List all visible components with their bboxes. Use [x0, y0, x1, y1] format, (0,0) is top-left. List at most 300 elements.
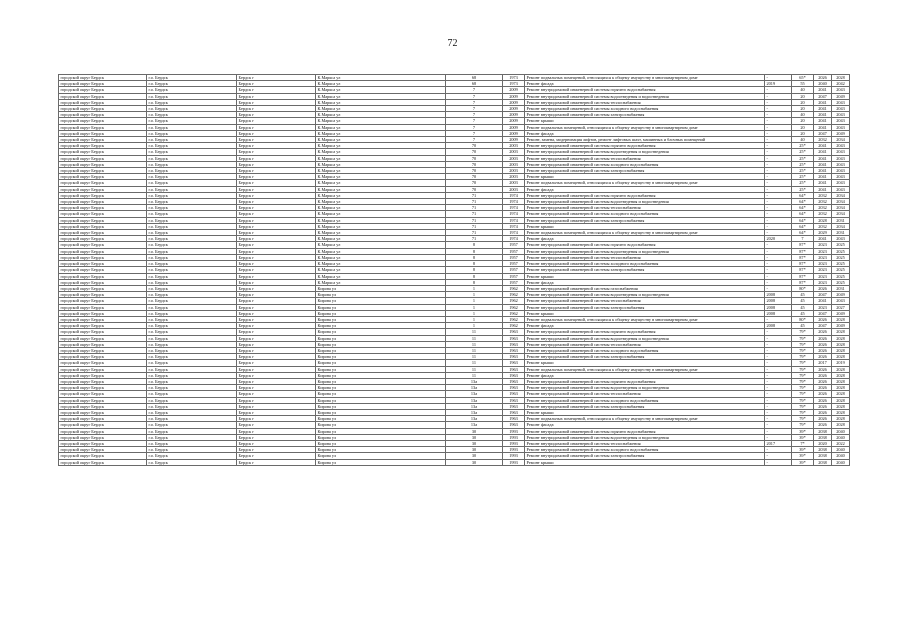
wear-percent-cell: 65* [792, 75, 814, 81]
house-number-cell: 68 [446, 81, 503, 87]
work-type-cell: Ремонт фасада [525, 81, 765, 87]
build-year-cell: 1974 [503, 211, 525, 217]
wear-percent-cell: 64* [792, 230, 814, 236]
period-start-cell: 2041 [814, 186, 832, 192]
city-cell: Бердск г [237, 323, 316, 329]
period-start-cell: 2026 [814, 366, 832, 372]
settlement-cell: г.о. Бердск [147, 149, 237, 155]
settlement-cell: г.о. Бердск [147, 378, 237, 384]
period-end-cell: 2034 [832, 223, 850, 229]
period-start-cell: 2026 [814, 347, 832, 353]
city-cell: Бердск г [237, 149, 316, 155]
settlement-cell: г.о. Бердск [147, 279, 237, 285]
municipality-cell: городской округ Бердск [59, 211, 147, 217]
municipality-cell: городской округ Бердск [59, 310, 147, 316]
last-repair-year-cell: - [765, 186, 792, 192]
period-start-cell: 2023 [814, 242, 832, 248]
work-type-cell: Ремонт внутридомовой инженерной системы электроснабжения [525, 267, 765, 273]
city-cell: Бердск г [237, 329, 316, 335]
wear-percent-cell: 25* [792, 161, 814, 167]
settlement-cell: г.о. Бердск [147, 310, 237, 316]
city-cell: Бердск г [237, 217, 316, 223]
last-repair-year-cell: - [765, 434, 792, 440]
build-year-cell: 2003 [503, 155, 525, 161]
build-year-cell: 1993 [503, 453, 525, 459]
work-type-cell: Ремонт внутридомовой инженерной системы водоотведения и водоотведения [525, 292, 765, 298]
period-end-cell: 2043 [832, 106, 850, 112]
settlement-cell: г.о. Бердск [147, 434, 237, 440]
period-start-cell: 2028 [814, 217, 832, 223]
city-cell: Бердск г [237, 285, 316, 291]
work-type-cell: Ремонт внутридомовой инженерной системы водоотведения и водоотведения [525, 434, 765, 440]
street-cell: Кирова ул [316, 354, 446, 360]
period-start-cell: 2038 [814, 428, 832, 434]
municipality-cell: городской округ Бердск [59, 87, 147, 93]
period-start-cell: 2038 [814, 459, 832, 465]
build-year-cell: 1963 [503, 385, 525, 391]
period-end-cell: 2028 [832, 378, 850, 384]
settlement-cell: г.о. Бердск [147, 360, 237, 366]
municipality-cell: городской округ Бердск [59, 155, 147, 161]
house-number-cell: 8 [446, 273, 503, 279]
wear-percent-cell: 79* [792, 372, 814, 378]
wear-percent-cell: 45 [792, 323, 814, 329]
settlement-cell: г.о. Бердск [147, 137, 237, 143]
street-cell: Кирова ул [316, 360, 446, 366]
period-start-cell: 2041 [814, 118, 832, 124]
period-start-cell: 2023 [814, 267, 832, 273]
settlement-cell: г.о. Бердск [147, 366, 237, 372]
municipality-cell: городской округ Бердск [59, 99, 147, 105]
house-number-cell: 13а [446, 378, 503, 384]
street-cell: Кирова ул [316, 428, 446, 434]
settlement-cell: г.о. Бердск [147, 161, 237, 167]
settlement-cell: г.о. Бердск [147, 416, 237, 422]
municipality-cell: городской округ Бердск [59, 75, 147, 81]
build-year-cell: 2003 [503, 161, 525, 167]
period-start-cell: 2023 [814, 254, 832, 260]
settlement-cell: г.о. Бердск [147, 192, 237, 198]
build-year-cell: 1962 [503, 285, 525, 291]
settlement-cell: г.о. Бердск [147, 459, 237, 465]
build-year-cell: 1963 [503, 403, 525, 409]
wear-percent-cell: 25* [792, 186, 814, 192]
municipality-cell: городской округ Бердск [59, 360, 147, 366]
build-year-cell: 2009 [503, 118, 525, 124]
settlement-cell: г.о. Бердск [147, 397, 237, 403]
city-cell: Бердск г [237, 106, 316, 112]
last-repair-year-cell: - [765, 205, 792, 211]
municipality-cell: городской округ Бердск [59, 149, 147, 155]
settlement-cell: г.о. Бердск [147, 347, 237, 353]
last-repair-year-cell: - [765, 354, 792, 360]
last-repair-year-cell: - [765, 223, 792, 229]
wear-percent-cell: 25* [792, 174, 814, 180]
build-year-cell: 1993 [503, 434, 525, 440]
build-year-cell: 1973 [503, 81, 525, 87]
street-cell: К.Маркса ул [316, 254, 446, 260]
street-cell: К.Маркса ул [316, 149, 446, 155]
settlement-cell: г.о. Бердск [147, 329, 237, 335]
build-year-cell: 1974 [503, 223, 525, 229]
period-start-cell: 2026 [814, 385, 832, 391]
period-start-cell: 2023 [814, 304, 832, 310]
house-number-cell: 8 [446, 279, 503, 285]
last-repair-year-cell: 2008 [765, 323, 792, 329]
period-start-cell: 2026 [814, 416, 832, 422]
municipality-cell: городской округ Бердск [59, 304, 147, 310]
work-type-cell: Ремонт подвальных помещений, относящихся к общему имуществу в многоквартирном доме [525, 124, 765, 130]
work-type-cell: Ремонт внутридомовой инженерной системы водоотведения и водоотведения [525, 385, 765, 391]
municipality-cell: городской округ Бердск [59, 230, 147, 236]
municipality-cell: городской округ Бердск [59, 378, 147, 384]
build-year-cell: 2009 [503, 87, 525, 93]
last-repair-year-cell: - [765, 447, 792, 453]
house-number-cell: 8 [446, 267, 503, 273]
period-end-cell: 2028 [832, 372, 850, 378]
street-cell: К.Маркса ул [316, 242, 446, 248]
period-end-cell: 2040 [832, 428, 850, 434]
settlement-cell: г.о. Бердск [147, 118, 237, 124]
settlement-cell: г.о. Бердск [147, 106, 237, 112]
work-type-cell: Ремонт внутридомовой инженерной системы теплоснабжения [525, 298, 765, 304]
municipality-cell: городской округ Бердск [59, 354, 147, 360]
period-end-cell: 2025 [832, 248, 850, 254]
build-year-cell: 2009 [503, 93, 525, 99]
settlement-cell: г.о. Бердск [147, 205, 237, 211]
capital-repair-table [58, 74, 850, 466]
wear-percent-cell: 79* [792, 378, 814, 384]
street-cell: К.Маркса ул [316, 161, 446, 167]
last-repair-year-cell: - [765, 199, 792, 205]
work-type-cell: Ремонт крыши [525, 273, 765, 279]
house-number-cell: 11 [446, 347, 503, 353]
street-cell: Кирова ул [316, 416, 446, 422]
period-start-cell: 2038 [814, 447, 832, 453]
last-repair-year-cell: - [765, 149, 792, 155]
wear-percent-cell: 64* [792, 199, 814, 205]
settlement-cell: г.о. Бердск [147, 180, 237, 186]
street-cell: К.Маркса ул [316, 75, 446, 81]
settlement-cell: г.о. Бердск [147, 372, 237, 378]
wear-percent-cell: 25* [792, 149, 814, 155]
last-repair-year-cell: 2008 [765, 298, 792, 304]
wear-percent-cell: 40 [792, 137, 814, 143]
settlement-cell: г.о. Бердск [147, 391, 237, 397]
house-number-cell: 71 [446, 230, 503, 236]
build-year-cell: 1974 [503, 230, 525, 236]
house-number-cell: 11 [446, 341, 503, 347]
house-number-cell: 30 [446, 434, 503, 440]
street-cell: Кирова ул [316, 403, 446, 409]
street-cell: К.Маркса ул [316, 223, 446, 229]
street-cell: Кирова ул [316, 372, 446, 378]
wear-percent-cell: 64* [792, 192, 814, 198]
municipality-cell: городской округ Бердск [59, 397, 147, 403]
period-end-cell: 2049 [832, 292, 850, 298]
build-year-cell: 2003 [503, 186, 525, 192]
work-type-cell: Ремонт внутридомовой инженерной системы холодного водоснабжения [525, 161, 765, 167]
house-number-cell: 13а [446, 422, 503, 428]
city-cell: Бердск г [237, 124, 316, 130]
wear-percent-cell: 55 [792, 81, 814, 87]
period-start-cell: 2032 [814, 205, 832, 211]
last-repair-year-cell: - [765, 261, 792, 267]
street-cell: К.Маркса ул [316, 112, 446, 118]
house-number-cell: 70 [446, 155, 503, 161]
wear-percent-cell: 20 [792, 130, 814, 136]
last-repair-year-cell: - [765, 273, 792, 279]
work-type-cell: Ремонт внутридомовой инженерной системы горячего водоснабжения [525, 87, 765, 93]
build-year-cell: 1957 [503, 248, 525, 254]
house-number-cell: 70 [446, 149, 503, 155]
settlement-cell: г.о. Бердск [147, 447, 237, 453]
wear-percent-cell: 20 [792, 124, 814, 130]
period-start-cell: 2017 [814, 360, 832, 366]
house-number-cell: 1 [446, 323, 503, 329]
work-type-cell: Ремонт внутридомовой инженерной системы холодного водоснабжения [525, 106, 765, 112]
period-start-cell: 2041 [814, 155, 832, 161]
settlement-cell: г.о. Бердск [147, 174, 237, 180]
build-year-cell: 1974 [503, 192, 525, 198]
period-start-cell: 2023 [814, 261, 832, 267]
period-end-cell: 2031 [832, 285, 850, 291]
city-cell: Бердск г [237, 87, 316, 93]
build-year-cell: 1962 [503, 298, 525, 304]
last-repair-year-cell: - [765, 161, 792, 167]
build-year-cell: 1957 [503, 267, 525, 273]
city-cell: Бердск г [237, 273, 316, 279]
work-type-cell: Ремонт крыши [525, 174, 765, 180]
city-cell: Бердск г [237, 99, 316, 105]
period-end-cell: 2031 [832, 230, 850, 236]
wear-percent-cell: 64* [792, 223, 814, 229]
work-type-cell: Ремонт крыши [525, 409, 765, 415]
municipality-cell: городской округ Бердск [59, 254, 147, 260]
house-number-cell: 30 [446, 459, 503, 465]
last-repair-year-cell: - [765, 422, 792, 428]
settlement-cell: г.о. Бердск [147, 211, 237, 217]
period-end-cell: 2028 [832, 416, 850, 422]
work-type-cell: Ремонт фасада [525, 279, 765, 285]
period-end-cell: 2028 [832, 354, 850, 360]
city-cell: Бердск г [237, 180, 316, 186]
work-type-cell: Ремонт фасада [525, 422, 765, 428]
wear-percent-cell: 79* [792, 416, 814, 422]
city-cell: Бердск г [237, 304, 316, 310]
house-number-cell: 8 [446, 254, 503, 260]
municipality-cell: городской округ Бердск [59, 434, 147, 440]
period-start-cell: 2026 [814, 422, 832, 428]
build-year-cell: 1963 [503, 397, 525, 403]
settlement-cell: г.о. Бердск [147, 285, 237, 291]
last-repair-year-cell: - [765, 409, 792, 415]
period-end-cell: 2043 [832, 168, 850, 174]
period-start-cell: 2026 [814, 341, 832, 347]
municipality-cell: городской округ Бердск [59, 385, 147, 391]
house-number-cell: 71 [446, 205, 503, 211]
build-year-cell: 1963 [503, 360, 525, 366]
period-start-cell: 2023 [814, 273, 832, 279]
period-start-cell: 2041 [814, 143, 832, 149]
street-cell: К.Маркса ул [316, 137, 446, 143]
settlement-cell: г.о. Бердск [147, 93, 237, 99]
period-start-cell: 2023 [814, 248, 832, 254]
wear-percent-cell: 39* [792, 428, 814, 434]
settlement-cell: г.о. Бердск [147, 316, 237, 322]
build-year-cell: 1993 [503, 428, 525, 434]
municipality-cell: городской округ Бердск [59, 261, 147, 267]
wear-percent-cell: 64* [792, 211, 814, 217]
last-repair-year-cell: - [765, 180, 792, 186]
build-year-cell: 1962 [503, 323, 525, 329]
build-year-cell: 1963 [503, 378, 525, 384]
build-year-cell: 1957 [503, 279, 525, 285]
period-start-cell: 2041 [814, 149, 832, 155]
build-year-cell: 2009 [503, 130, 525, 136]
last-repair-year-cell: - [765, 279, 792, 285]
street-cell: К.Маркса ул [316, 130, 446, 136]
street-cell: Кирова ул [316, 341, 446, 347]
house-number-cell: 11 [446, 372, 503, 378]
settlement-cell: г.о. Бердск [147, 236, 237, 242]
period-start-cell: 2032 [814, 192, 832, 198]
period-end-cell: 2034 [832, 137, 850, 143]
last-repair-year-cell: - [765, 242, 792, 248]
municipality-cell: городской округ Бердск [59, 316, 147, 322]
work-type-cell: Ремонт внутридомовой инженерной системы горячего водоснабжения [525, 329, 765, 335]
work-type-cell: Ремонт внутридомовой инженерной системы теплоснабжения [525, 99, 765, 105]
municipality-cell: городской округ Бердск [59, 422, 147, 428]
settlement-cell: г.о. Бердск [147, 223, 237, 229]
settlement-cell: г.о. Бердск [147, 248, 237, 254]
period-start-cell: 2041 [814, 161, 832, 167]
work-type-cell: Ремонт внутридомовой инженерной системы водоотведения и водоотведения [525, 335, 765, 341]
last-repair-year-cell: - [765, 217, 792, 223]
city-cell: Бердск г [237, 137, 316, 143]
city-cell: Бердск г [237, 440, 316, 446]
house-number-cell: 8 [446, 248, 503, 254]
street-cell: Кирова ул [316, 391, 446, 397]
house-number-cell: 11 [446, 354, 503, 360]
street-cell: Кирова ул [316, 397, 446, 403]
street-cell: К.Маркса ул [316, 217, 446, 223]
municipality-cell: городской округ Бердск [59, 124, 147, 130]
house-number-cell: 68 [446, 75, 503, 81]
wear-percent-cell: 87* [792, 261, 814, 267]
last-repair-year-cell: - [765, 87, 792, 93]
last-repair-year-cell: - [765, 403, 792, 409]
work-type-cell: Ремонт внутридомовой инженерной системы холодного водоснабжения [525, 347, 765, 353]
street-cell: К.Маркса ул [316, 168, 446, 174]
period-end-cell: 2028 [832, 75, 850, 81]
wear-percent-cell: 7* [792, 440, 814, 446]
wear-percent-cell: 64* [792, 205, 814, 211]
period-start-cell: 2041 [814, 174, 832, 180]
municipality-cell: городской округ Бердск [59, 106, 147, 112]
municipality-cell: городской округ Бердск [59, 180, 147, 186]
street-cell: Кирова ул [316, 440, 446, 446]
last-repair-year-cell: - [765, 254, 792, 260]
period-end-cell: 2043 [832, 161, 850, 167]
house-number-cell: 70 [446, 186, 503, 192]
build-year-cell: 1962 [503, 310, 525, 316]
house-number-cell: 7 [446, 93, 503, 99]
period-start-cell: 2026 [814, 372, 832, 378]
municipality-cell: городской округ Бердск [59, 168, 147, 174]
city-cell: Бердск г [237, 168, 316, 174]
work-type-cell: Ремонт внутридомовой инженерной системы электроснабжения [525, 168, 765, 174]
city-cell: Бердск г [237, 242, 316, 248]
house-number-cell: 8 [446, 261, 503, 267]
city-cell: Бердск г [237, 118, 316, 124]
page-number: 72 [447, 38, 458, 49]
work-type-cell: Ремонт внутридомовой инженерной системы электроснабжения [525, 403, 765, 409]
city-cell: Бердск г [237, 447, 316, 453]
municipality-cell: городской округ Бердск [59, 174, 147, 180]
city-cell: Бердск г [237, 186, 316, 192]
city-cell: Бердск г [237, 236, 316, 242]
build-year-cell: 2009 [503, 137, 525, 143]
period-end-cell: 2043 [832, 298, 850, 304]
last-repair-year-cell: - [765, 143, 792, 149]
build-year-cell: 1974 [503, 236, 525, 242]
street-cell: Кирова ул [316, 378, 446, 384]
last-repair-year-cell: - [765, 99, 792, 105]
house-number-cell: 71 [446, 211, 503, 217]
street-cell: К.Маркса ул [316, 87, 446, 93]
city-cell: Бердск г [237, 366, 316, 372]
municipality-cell: городской округ Бердск [59, 118, 147, 124]
period-start-cell: 2047 [814, 292, 832, 298]
build-year-cell: 2009 [503, 112, 525, 118]
house-number-cell: 13а [446, 409, 503, 415]
work-type-cell: Ремонт крыши [525, 360, 765, 366]
work-type-cell: Ремонт внутридомовой инженерной системы теплоснабжения [525, 254, 765, 260]
city-cell: Бердск г [237, 211, 316, 217]
period-start-cell: 2040 [814, 81, 832, 87]
city-cell: Бердск г [237, 261, 316, 267]
street-cell: К.Маркса ул [316, 192, 446, 198]
last-repair-year-cell: - [765, 112, 792, 118]
wear-percent-cell: 80* [792, 285, 814, 291]
house-number-cell: 70 [446, 161, 503, 167]
city-cell: Бердск г [237, 298, 316, 304]
wear-percent-cell: 20 [792, 118, 814, 124]
last-repair-year-cell: 2008 [765, 310, 792, 316]
city-cell: Бердск г [237, 341, 316, 347]
settlement-cell: г.о. Бердск [147, 409, 237, 415]
work-type-cell: Ремонт внутридомовой инженерной системы горячего водоснабжения [525, 378, 765, 384]
last-repair-year-cell: - [765, 192, 792, 198]
street-cell: К.Маркса ул [316, 211, 446, 217]
wear-percent-cell: 79* [792, 354, 814, 360]
period-start-cell: 2026 [814, 75, 832, 81]
wear-percent-cell: 40 [792, 112, 814, 118]
period-end-cell: 2025 [832, 273, 850, 279]
city-cell: Бердск г [237, 267, 316, 273]
city-cell: Бердск г [237, 459, 316, 465]
municipality-cell: городской округ Бердск [59, 285, 147, 291]
period-start-cell: 2032 [814, 211, 832, 217]
wear-percent-cell: 39* [792, 434, 814, 440]
last-repair-year-cell: - [765, 106, 792, 112]
municipality-cell: городской округ Бердск [59, 112, 147, 118]
municipality-cell: городской округ Бердск [59, 81, 147, 87]
last-repair-year-cell: - [765, 230, 792, 236]
settlement-cell: г.о. Бердск [147, 267, 237, 273]
city-cell: Бердск г [237, 409, 316, 415]
